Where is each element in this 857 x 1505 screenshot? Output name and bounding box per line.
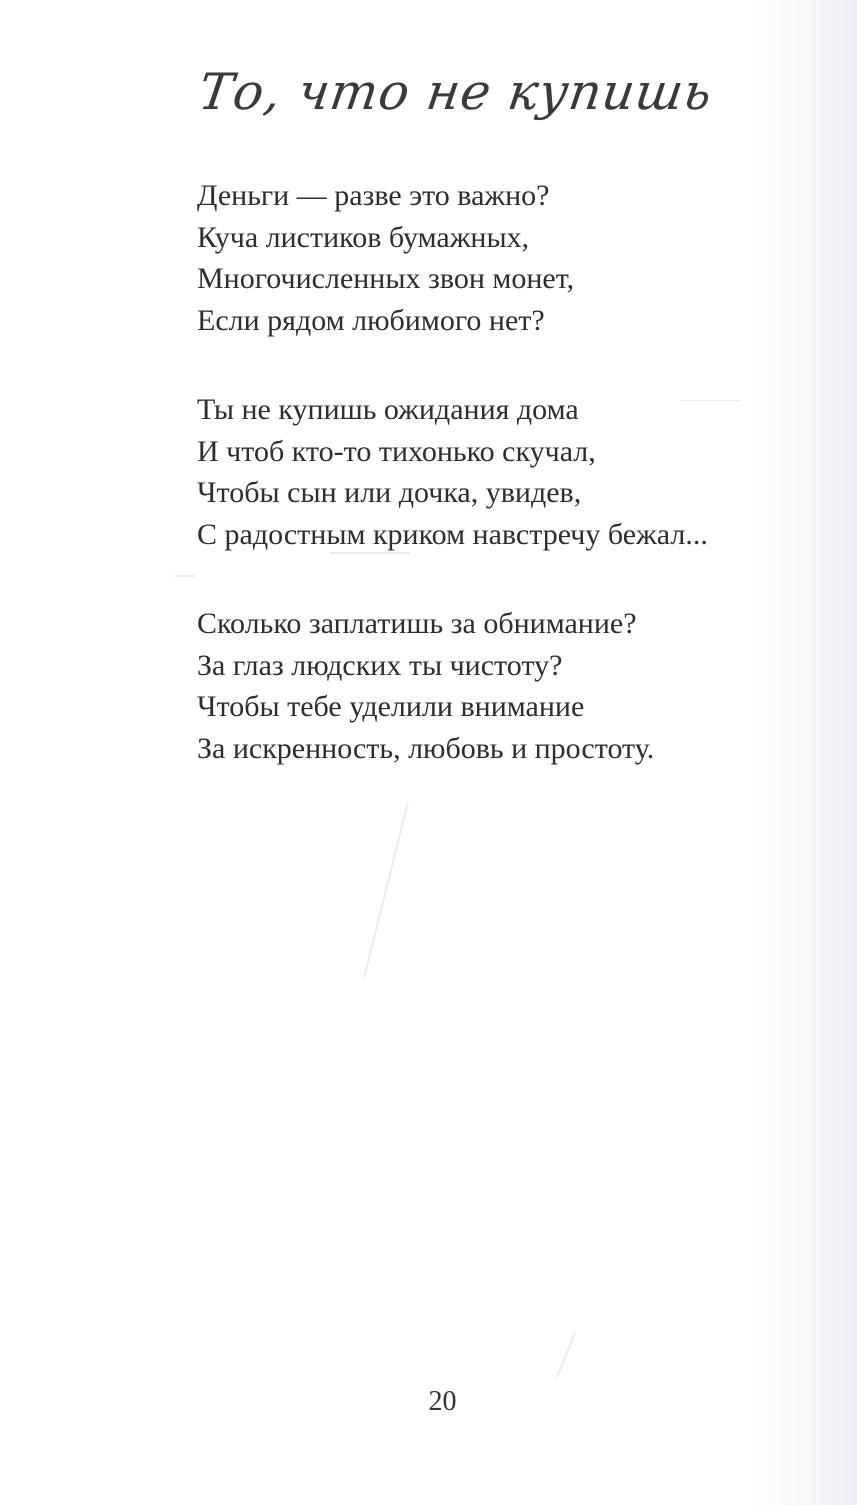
poem-line: С радостным криком навстречу бежал...	[197, 517, 708, 551]
poem-title: То, что не купишь	[195, 63, 717, 121]
paper-scuff	[175, 575, 195, 577]
poem-line: Чтобы тебе уделили внимание	[197, 690, 585, 723]
poem-line: Сколько заплатишь за обнимание?	[197, 607, 637, 640]
stanza	[197, 603, 817, 769]
stanza	[197, 175, 817, 341]
poem-line: И чтоб кто-то тихонько скучал,	[197, 434, 596, 468]
poem-line: Куча листиков бумажных,	[197, 220, 530, 254]
poem-line: Если рядом любимого нет?	[197, 303, 545, 337]
stanza	[197, 389, 817, 555]
poem-body	[197, 175, 817, 817]
page-number: 20	[428, 1386, 457, 1417]
poem-line: За искренность, любовь и простоту.	[197, 731, 655, 765]
poem-line: Деньги — разве это важно?	[197, 179, 550, 212]
paper-scuff	[363, 802, 408, 977]
paper-scuff	[556, 1331, 577, 1378]
poem-line: За глаз людских ты чистоту?	[197, 648, 563, 682]
poem-line: Чтобы сын или дочка, увидев,	[197, 476, 582, 509]
poem-line: Ты не купишь ожидания дома	[197, 393, 579, 426]
poem-line: Многочисленных звон монет,	[197, 262, 575, 295]
paper-scuff	[680, 400, 740, 401]
paper-scuff	[330, 552, 410, 554]
